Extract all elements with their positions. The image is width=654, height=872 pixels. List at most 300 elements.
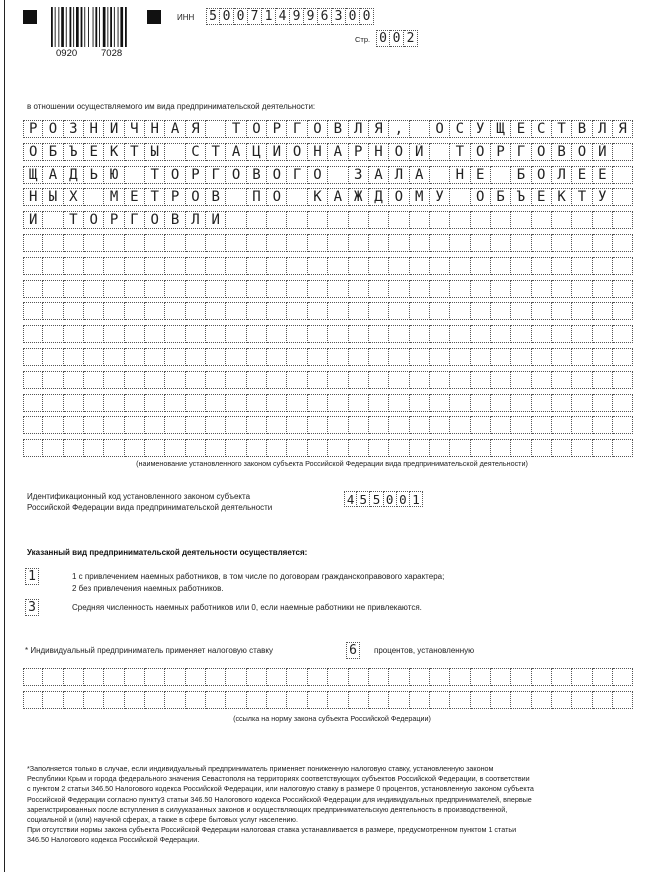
char-cell	[369, 439, 389, 457]
char-cell	[349, 371, 369, 389]
char-cell	[572, 280, 592, 298]
text-line-row[interactable]	[23, 166, 633, 184]
char-cell	[572, 211, 592, 229]
char-cell	[369, 394, 389, 412]
char-cell	[430, 166, 450, 184]
char-cell	[43, 394, 63, 412]
char-cell	[328, 394, 348, 412]
char-cell	[572, 257, 592, 275]
char-cell	[613, 143, 633, 161]
char-cell	[613, 691, 633, 709]
char-cell	[511, 325, 531, 343]
char-cell	[247, 325, 267, 343]
char-cell	[287, 348, 307, 366]
char-cell	[125, 394, 145, 412]
char-cell	[206, 416, 226, 434]
char-cell	[572, 691, 592, 709]
char-cell	[23, 439, 43, 457]
char-cell	[287, 325, 307, 343]
char-cell	[593, 348, 613, 366]
char-cell	[491, 325, 511, 343]
char-cell	[532, 668, 552, 686]
char-cell	[613, 257, 633, 275]
char-cell	[552, 234, 572, 252]
char-cell: И	[206, 211, 226, 229]
char-cell: А	[328, 143, 348, 161]
text-line-row[interactable]	[23, 257, 633, 275]
char-cell: Б	[511, 166, 531, 184]
char-cell	[491, 234, 511, 252]
char-cell	[64, 394, 84, 412]
char-cell	[287, 188, 307, 206]
char-cell	[328, 325, 348, 343]
char-cell	[165, 234, 185, 252]
char-cell	[145, 348, 165, 366]
char-cell	[43, 371, 63, 389]
char-cell	[450, 211, 470, 229]
char-cell	[430, 211, 450, 229]
char-cell: С	[186, 143, 206, 161]
char-cell	[125, 668, 145, 686]
char-cell: Ж	[349, 188, 369, 206]
char-cell	[43, 257, 63, 275]
char-cell	[613, 416, 633, 434]
char-cell	[308, 325, 328, 343]
rate-suffix: процентов, установленную	[374, 646, 475, 655]
char-cell	[226, 416, 246, 434]
char-cell: Е	[572, 166, 592, 184]
char-cell	[64, 691, 84, 709]
char-cell	[511, 302, 531, 320]
char-cell	[104, 394, 124, 412]
char-cell: Ч	[125, 120, 145, 138]
char-cell	[369, 280, 389, 298]
char-cell	[247, 394, 267, 412]
char-cell	[226, 394, 246, 412]
char-cell	[247, 257, 267, 275]
char-cell	[226, 302, 246, 320]
char-cell	[145, 371, 165, 389]
char-cell: О	[186, 188, 206, 206]
text-line-row[interactable]	[23, 143, 633, 161]
char-cell	[369, 371, 389, 389]
char-cell: У	[593, 188, 613, 206]
char-cell	[572, 348, 592, 366]
char-cell	[389, 371, 409, 389]
char-cell	[410, 416, 430, 434]
char-cell	[389, 668, 409, 686]
char-cell: 9	[304, 8, 318, 25]
char-cell: У	[430, 188, 450, 206]
char-cell	[23, 348, 43, 366]
char-cell: Т	[64, 211, 84, 229]
char-cell: Н	[23, 188, 43, 206]
char-cell: 0	[360, 8, 374, 25]
char-cell	[369, 257, 389, 275]
char-cell: Г	[287, 120, 307, 138]
employees-count-label: Средняя численность наемных работников или 0, если наемные работники не привлекаются.	[72, 603, 422, 612]
char-cell	[23, 691, 43, 709]
char-cell	[532, 280, 552, 298]
char-cell: 6	[318, 8, 332, 25]
barcode-digits-right: 7028	[101, 48, 123, 59]
char-cell	[328, 280, 348, 298]
char-cell: Я	[186, 120, 206, 138]
char-cell	[613, 325, 633, 343]
footnote	[27, 764, 632, 846]
char-cell	[410, 371, 430, 389]
char-cell	[430, 325, 450, 343]
char-cell	[471, 280, 491, 298]
char-cell: Ю	[104, 166, 124, 184]
tax-rate-field[interactable]	[346, 642, 360, 659]
char-cell	[471, 668, 491, 686]
text-line-row[interactable]	[23, 234, 633, 252]
char-cell	[287, 394, 307, 412]
char-cell: Т	[125, 143, 145, 161]
char-cell	[511, 211, 531, 229]
char-cell	[349, 394, 369, 412]
char-cell	[532, 257, 552, 275]
char-cell	[410, 668, 430, 686]
char-cell	[186, 234, 206, 252]
char-cell	[308, 257, 328, 275]
char-cell	[593, 211, 613, 229]
char-cell: М	[104, 188, 124, 206]
char-cell: 4	[344, 491, 357, 507]
page-label: Стр.	[355, 35, 371, 44]
char-cell	[410, 280, 430, 298]
char-cell	[410, 394, 430, 412]
char-cell	[369, 416, 389, 434]
char-cell: А	[369, 166, 389, 184]
char-cell: О	[23, 143, 43, 161]
char-cell	[287, 257, 307, 275]
char-cell	[450, 348, 470, 366]
char-cell	[511, 280, 531, 298]
char-cell: Я	[613, 120, 633, 138]
char-cell	[389, 416, 409, 434]
char-cell	[84, 439, 104, 457]
char-cell	[450, 280, 470, 298]
char-cell	[552, 280, 572, 298]
char-cell: О	[532, 166, 552, 184]
char-cell	[410, 211, 430, 229]
char-cell	[491, 280, 511, 298]
char-cell: Н	[369, 143, 389, 161]
footnote-line: социальной и (или) научной сферах, а также в сфере бытовых услуг населению.	[27, 815, 298, 825]
char-cell	[267, 234, 287, 252]
char-cell	[104, 668, 124, 686]
char-cell	[84, 280, 104, 298]
page-number-field[interactable]	[376, 30, 418, 47]
text-line-row[interactable]	[23, 371, 633, 389]
char-cell	[125, 691, 145, 709]
char-cell	[104, 302, 124, 320]
char-cell	[308, 280, 328, 298]
char-cell: 0	[220, 8, 234, 25]
char-cell	[471, 439, 491, 457]
char-cell	[308, 302, 328, 320]
code-label-line1: Идентификационный код установленного законом субъекта	[27, 492, 251, 501]
char-cell	[389, 280, 409, 298]
char-cell	[572, 234, 592, 252]
char-cell: О	[532, 143, 552, 161]
char-cell	[552, 691, 572, 709]
employees-option-2: 2 без привлечения наемных работников.	[72, 584, 224, 593]
char-cell	[389, 302, 409, 320]
char-cell	[410, 325, 430, 343]
char-cell	[125, 439, 145, 457]
char-cell	[613, 234, 633, 252]
text-line-row[interactable]	[23, 691, 633, 709]
char-cell	[552, 371, 572, 389]
char-cell	[491, 668, 511, 686]
char-cell: Ь	[84, 166, 104, 184]
char-cell	[613, 668, 633, 686]
char-cell: П	[247, 188, 267, 206]
barcode-image	[51, 7, 133, 47]
char-cell	[593, 280, 613, 298]
char-cell	[206, 394, 226, 412]
text-line-row[interactable]	[23, 280, 633, 298]
char-cell	[186, 302, 206, 320]
char-cell	[23, 325, 43, 343]
page-left-edge	[4, 0, 5, 872]
char-cell	[613, 371, 633, 389]
char-cell	[450, 416, 470, 434]
char-cell	[267, 371, 287, 389]
char-cell	[206, 257, 226, 275]
char-cell	[287, 691, 307, 709]
char-cell	[23, 302, 43, 320]
char-cell: О	[43, 120, 63, 138]
char-cell	[186, 416, 206, 434]
footnote-line: Республики Крым и города федерального значения Севастополя на территориях соответствующих субъектов Российской Федерации, в соответствии	[27, 774, 530, 784]
char-cell: Б	[491, 188, 511, 206]
char-cell	[369, 668, 389, 686]
text-line-row[interactable]	[23, 302, 633, 320]
char-cell	[430, 143, 450, 161]
char-cell: 7	[248, 8, 262, 25]
char-cell	[491, 302, 511, 320]
char-cell	[165, 394, 185, 412]
char-cell	[572, 416, 592, 434]
inn-field[interactable]	[206, 8, 374, 25]
char-cell	[165, 280, 185, 298]
char-cell	[491, 416, 511, 434]
char-cell: 0	[234, 8, 248, 25]
corner-marker-left	[23, 10, 37, 24]
char-cell	[125, 257, 145, 275]
char-cell	[430, 416, 450, 434]
char-cell	[226, 348, 246, 366]
char-cell	[450, 439, 470, 457]
char-cell	[328, 166, 348, 184]
char-cell: Ъ	[64, 143, 84, 161]
char-cell: Т	[450, 143, 470, 161]
char-cell	[23, 371, 43, 389]
char-cell	[552, 211, 572, 229]
char-cell	[532, 348, 552, 366]
char-cell	[206, 280, 226, 298]
char-cell	[410, 302, 430, 320]
char-cell: О	[389, 188, 409, 206]
text-line-row[interactable]	[23, 439, 633, 457]
char-cell	[43, 211, 63, 229]
char-cell	[145, 234, 165, 252]
char-cell: Д	[64, 166, 84, 184]
char-cell	[491, 439, 511, 457]
char-cell: О	[267, 188, 287, 206]
char-cell: И	[104, 120, 124, 138]
char-cell	[593, 257, 613, 275]
char-cell: Г	[125, 211, 145, 229]
char-cell	[593, 302, 613, 320]
char-cell	[572, 668, 592, 686]
char-cell: Й	[593, 143, 613, 161]
char-cell	[593, 439, 613, 457]
char-cell: Р	[104, 211, 124, 229]
text-line-row[interactable]	[23, 188, 633, 206]
char-cell	[84, 257, 104, 275]
char-cell	[186, 371, 206, 389]
char-cell: А	[410, 166, 430, 184]
char-cell	[430, 280, 450, 298]
char-cell: Н	[145, 120, 165, 138]
char-cell	[328, 257, 348, 275]
char-cell	[532, 439, 552, 457]
char-cell	[84, 188, 104, 206]
footnote-line: Российской Федерации согласно пункту3 статьи 346.50 Налогового кодекса Российской Федерации для индивидуальных предпринимателей, впервые	[27, 794, 532, 804]
text-line-row[interactable]	[23, 120, 633, 138]
employees-count-field[interactable]	[25, 599, 39, 616]
char-cell: И	[23, 211, 43, 229]
char-cell: Г	[287, 166, 307, 184]
char-cell: О	[247, 120, 267, 138]
char-cell: Ы	[43, 188, 63, 206]
char-cell	[125, 416, 145, 434]
char-cell	[572, 371, 592, 389]
char-cell	[267, 416, 287, 434]
char-cell: З	[64, 120, 84, 138]
char-cell	[165, 668, 185, 686]
char-cell: Щ	[23, 166, 43, 184]
char-cell	[552, 325, 572, 343]
char-cell	[165, 325, 185, 343]
char-cell	[430, 302, 450, 320]
char-cell	[349, 257, 369, 275]
char-cell	[43, 302, 63, 320]
char-cell	[491, 394, 511, 412]
char-cell: Б	[43, 143, 63, 161]
char-cell	[165, 257, 185, 275]
char-cell	[206, 439, 226, 457]
char-cell	[247, 416, 267, 434]
char-cell	[349, 325, 369, 343]
char-cell	[532, 371, 552, 389]
text-line-row[interactable]	[23, 325, 633, 343]
char-cell	[389, 234, 409, 252]
char-cell	[349, 439, 369, 457]
char-cell	[287, 371, 307, 389]
char-cell	[328, 691, 348, 709]
char-cell	[226, 371, 246, 389]
char-cell	[287, 668, 307, 686]
char-cell: О	[308, 166, 328, 184]
code-label-line2: Российской Федерации вида предпринимательской деятельности	[27, 503, 273, 512]
char-cell	[104, 416, 124, 434]
char-cell	[552, 257, 572, 275]
char-cell: Т	[145, 166, 165, 184]
char-cell	[491, 348, 511, 366]
char-cell: Р	[23, 120, 43, 138]
char-cell: Х	[64, 188, 84, 206]
char-cell: Щ	[491, 120, 511, 138]
text-line-row[interactable]	[23, 668, 633, 686]
char-cell: Е	[593, 166, 613, 184]
char-cell	[389, 348, 409, 366]
char-cell	[23, 257, 43, 275]
char-cell	[613, 211, 633, 229]
char-cell	[593, 691, 613, 709]
char-cell	[308, 348, 328, 366]
text-line-row[interactable]	[23, 211, 633, 229]
activity-code-field[interactable]	[344, 491, 423, 507]
char-cell	[247, 211, 267, 229]
char-cell	[410, 691, 430, 709]
char-cell: 0	[390, 30, 404, 47]
char-cell	[552, 302, 572, 320]
char-cell: Ъ	[511, 188, 531, 206]
char-cell	[43, 416, 63, 434]
char-cell: Р	[491, 143, 511, 161]
text-line-row[interactable]	[23, 394, 633, 412]
footnote-line: *Заполняется только в случае, если индивидуальный предприниматель применяет пониженную налоговую ставку, установленную законом	[27, 764, 494, 773]
char-cell: Л	[186, 211, 206, 229]
char-cell	[64, 371, 84, 389]
char-cell	[532, 234, 552, 252]
char-cell	[471, 234, 491, 252]
char-cell: С	[450, 120, 470, 138]
char-cell	[552, 668, 572, 686]
char-cell	[369, 348, 389, 366]
char-cell	[511, 691, 531, 709]
char-cell	[43, 348, 63, 366]
char-cell	[247, 348, 267, 366]
char-cell	[491, 211, 511, 229]
text-line-row[interactable]	[23, 348, 633, 366]
char-cell	[369, 325, 389, 343]
char-cell	[410, 257, 430, 275]
char-cell	[23, 668, 43, 686]
char-cell: Т	[226, 120, 246, 138]
char-cell	[552, 416, 572, 434]
text-line-row[interactable]	[23, 416, 633, 434]
char-cell	[145, 691, 165, 709]
employees-option-field[interactable]	[25, 568, 39, 585]
char-cell	[430, 439, 450, 457]
char-cell: Г	[511, 143, 531, 161]
char-cell: Р	[267, 120, 287, 138]
char-cell	[532, 691, 552, 709]
char-cell	[84, 371, 104, 389]
char-cell	[186, 257, 206, 275]
char-cell	[267, 668, 287, 686]
char-cell: С	[532, 120, 552, 138]
char-cell	[226, 325, 246, 343]
char-cell	[125, 234, 145, 252]
